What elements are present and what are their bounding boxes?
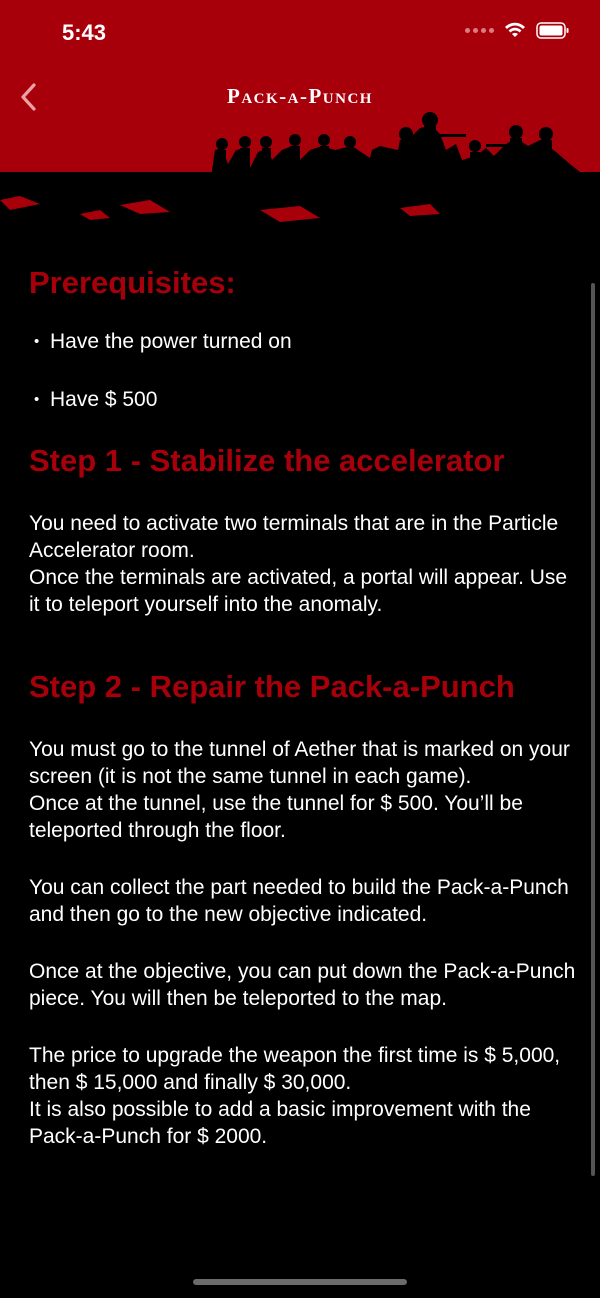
prerequisites-heading: Prerequisites:	[29, 265, 236, 300]
step1-body	[29, 510, 577, 618]
paragraph: You must go to the tunnel of Aether that is marked on your screen (it is not the same tunnel in each game).	[29, 737, 570, 788]
battery-icon	[536, 22, 570, 39]
paragraph: It is also possible to add a basic improvement with the Pack-a-Punch for $ 2000.	[29, 1097, 531, 1148]
cellular-signal-icon	[465, 28, 494, 33]
list-item: • Have $ 500	[34, 387, 158, 411]
paragraph: You can collect the part needed to build the Pack-a-Punch and then go to the new objective indicated.	[29, 875, 569, 926]
scrollbar[interactable]	[591, 283, 595, 1176]
step2-heading: Step 2 - Repair the Pack-a-Punch	[29, 668, 515, 704]
paragraph: Once at the objective, you can put down the Pack-a-Punch piece. You will then be teleported to the map.	[29, 959, 576, 1010]
list-item: • Have the power turned on	[34, 329, 292, 353]
status-icons	[465, 22, 570, 39]
paragraph: You need to activate two terminals that are in the Particle Accelerator room.	[29, 511, 559, 562]
paragraph: Once the terminals are activated, a portal will appear. Use it to teleport yourself into the anomaly.	[29, 565, 568, 616]
paragraph: Once at the tunnel, use the tunnel for $ 500. You’ll be teleported through the floor.	[29, 791, 523, 842]
wifi-icon	[504, 22, 526, 39]
home-indicator[interactable]	[193, 1279, 407, 1285]
step1-heading: Step 1 - Stabilize the accelerator	[29, 442, 505, 478]
paragraph: The price to upgrade the weapon the first time is $ 5,000, then $ 15,000 and finally $ 30,000.	[29, 1043, 561, 1094]
prerequisites-list	[29, 328, 577, 413]
page-title: Pack-a-Punch	[227, 84, 373, 108]
article-content	[29, 262, 577, 1150]
status-time: 5:43	[62, 20, 107, 45]
step2-body	[29, 736, 577, 1150]
header-banner	[0, 0, 600, 250]
